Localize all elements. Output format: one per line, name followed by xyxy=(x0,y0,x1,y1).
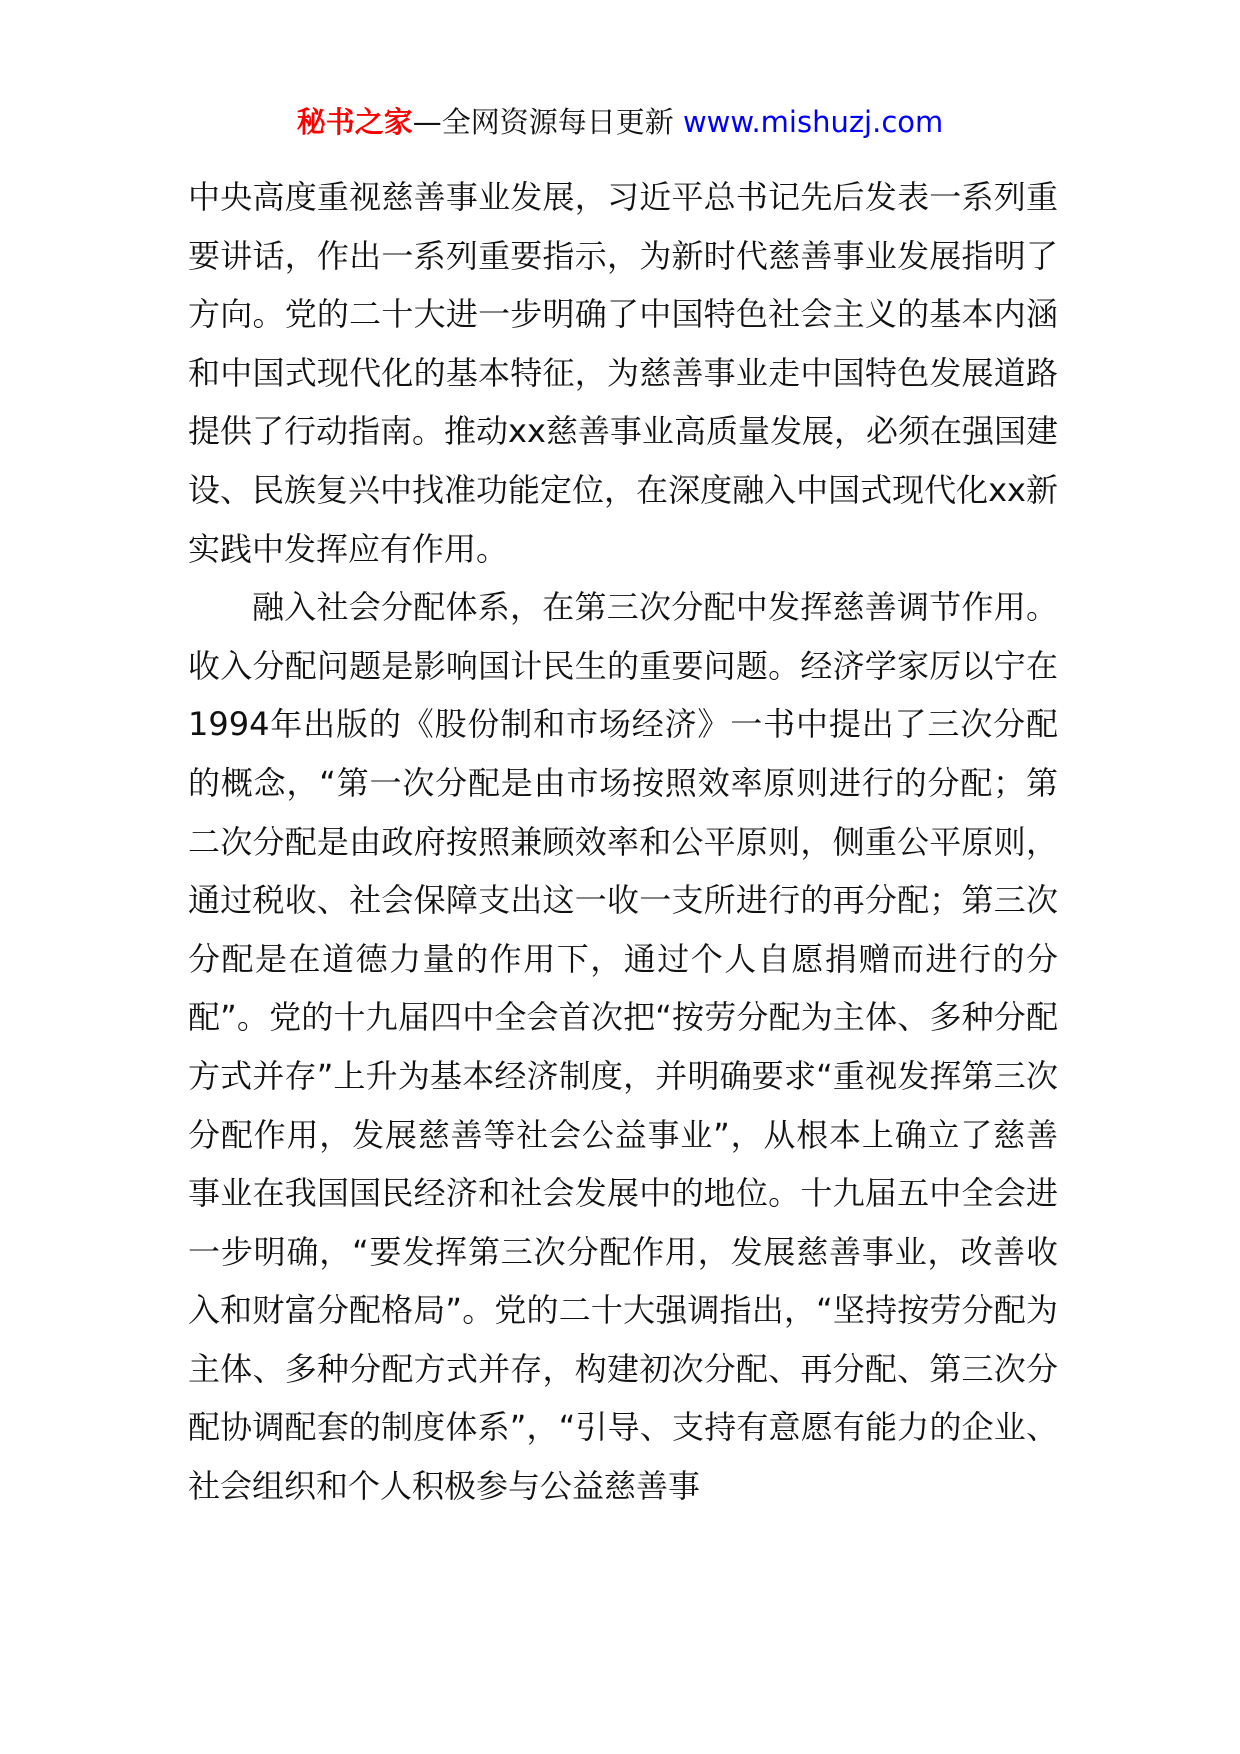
paragraph-intro: 中央高度重视慈善事业发展，习近平总书记先后发表一系列重要讲话，作出一系列重要指示，为新时代慈善事业发展指明了方向。党的二十大进一步明确了中国特色社会主义的基本内涵和中国式现代化的基本特征，为慈善事业走中国特色发展道路提供了行动指南。推动xx慈善事业高质量发展，必须在强国建设、民族复兴中找准功能定位，在深度融入中国式现代化xx新实践中发挥应有作用。 xyxy=(188,178,1058,568)
site-url-link[interactable]: www.mishuzj.com xyxy=(682,105,944,139)
paragraph-distribution: 融入社会分配体系，在第三次分配中发挥慈善调节作用。收入分配问题是影响国计民生的重要问题。经济学家厉以宁在1994年出版的《股份制和市场经济》一书中提出了三次分配的概念，“第一次分配是由市场按照效率原则进行的分配；第二次分配是由政府按照兼顾效率和公平原则，侧重公平原则，通过税收、社会保障支出这一收一支所进行的再分配；第三次分配是在道德力量的作用下，通过个人自愿捐赠而进行的分配”。党的十九届四中全会首次把“按劳分配为主体、多种分配方式并存”上升为基本经济制度，并明确要求“重视发挥第三次分配作用，发展慈善等社会公益事业”，从根本上确立了慈善事业在我国国民经济和社会发展中的地位。十九届五中全会进一步明确，“要发挥第三次分配作用，发展慈善事业，改善收入和财富分配格局”。党的二十大强调指出，“坚持按劳分配为主体、多种分配方式并存，构建初次分配、再分配、第三次分配协调配套的制度体系”，“引导、支持有意愿有能力的企业、社会组织和个人积极参与公益慈善事 xyxy=(188,588,1058,1506)
header-tagline: —全网资源每日更新 xyxy=(412,105,674,139)
brand-name: 秘书之家 xyxy=(296,105,413,139)
document-body xyxy=(188,168,1058,1516)
page-header xyxy=(0,100,1240,144)
